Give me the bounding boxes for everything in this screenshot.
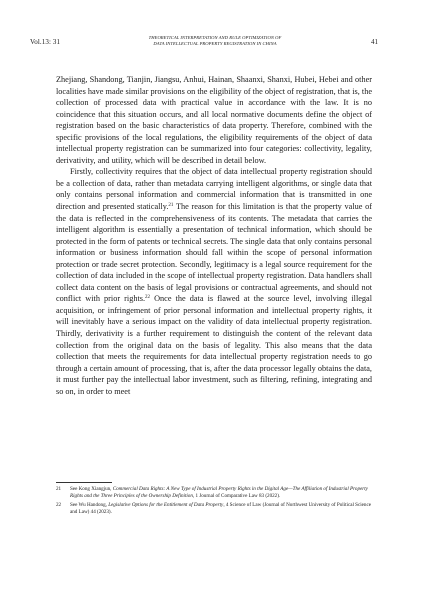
footnote-21 — [56, 486, 372, 500]
footnote-ref-21: 21 — [168, 203, 174, 209]
footnote-number: 21 — [56, 486, 62, 492]
running-header-title-line2: DATA INTELLECTUAL PROPERTY REGISTRATION IN CHINA — [153, 40, 277, 46]
paragraph-2-part-b: The reason for this limitation is that the property value of the data is reflected in the comprehensiveness of its contents. The metadata that carries the intelligent algorithm is essentially a presentation of technical information, which should be protected in the form of patents or technical secrets. The single data that only contains personal information or business information should fall within the scope of personal information protection or trade secret protection. Secondly, legitimacy is a legal source requirement for the collection of data included in the scope of intellectual property registration. Data handlers shall collect data content on the basis of legal provisions or contractual agreements, and should not conflict with prior rights. — [56, 202, 373, 304]
page-number: 41 — [371, 38, 378, 46]
running-header-title-line1: THEORETICAL INTERPRETATION AND RULE OPTIMIZATION OF — [148, 35, 282, 40]
footnote-number: 22 — [56, 502, 62, 508]
footnote-source: , 1 Journal of Comparative Law 83 (2022). — [192, 493, 281, 499]
footnote-source: , 4 Science of Law (Journal of Northwest University of Political Science and Law) 44 (2023). — [70, 502, 371, 515]
footnote-prefix: See Kong Xiangjun, — [70, 486, 113, 492]
footnote-divider — [56, 482, 112, 483]
footnote-text — [70, 486, 372, 500]
footnote-text — [70, 502, 372, 516]
paragraph-1: Zhejiang, Shandong, Tianjin, Jiangsu, Anhui, Hainan, Shaanxi, Shanxi, Hubei, Hebei and other localities have made similar provisions on the eligibility of the object of registration, that is, the collection of processed data with practical value in accordance with the law. It is no coincidence that this situation occurs, and all local normative documents define the object of registration based on the basic characteristics of data property. Therefore, combined with the specific provisions of the local regulations, the eligibility requirements of the object of data intellectual property registration can be summarized into four categories: collectivity, legality, derivativity, and utility, which will be described in detail below. — [56, 75, 372, 165]
footnote-article-title: Commercial Data Rights: A New Type of Industrial Property Rights in the Digital Age—The Affiliation of Industrial Property Rights and the Three Principles of the Ownership Definition — [70, 486, 368, 499]
footnote-22 — [56, 502, 372, 516]
footnote-ref-22: 22 — [145, 295, 151, 301]
footnote-article-title: Legislative Options for the Entitlement of Data Property — [108, 502, 224, 508]
running-header-title — [120, 35, 310, 46]
running-header-volume: Vol.13: 31 — [30, 38, 61, 46]
paragraph-2-part-a: Firstly, collectivity requires that the object of data intellectual property registration should be a collection of data, rather than metadata carrying intelligent algorithms, or single data that only contains personal information and commercial information that is transmitted in one direction and presented statically. — [56, 167, 372, 212]
footnotes — [56, 486, 372, 518]
paragraph-2 — [56, 166, 372, 397]
body-text — [56, 74, 372, 397]
footnote-prefix: See Wu Handong, — [70, 502, 109, 508]
paragraph-2-part-c: Once the data is flawed at the source level, involving illegal acquisition, or infringement of prior personal information and intellectual property rights, it will inevitably have a serious impact on the validity of data intellectual property registration. Thirdly, derivativity is a further requirement to distinguish the content of the relevant data collection from the original data on the basis of legality. This also means that the data collection that meets the requirements for data intellectual property registration needs to go through a certain amount of processing, that is, after the data processor legally obtains the data, it must further pay the intellectual labor investment, such as filtering, refining, integrating and so on, in order to meet — [56, 294, 373, 396]
